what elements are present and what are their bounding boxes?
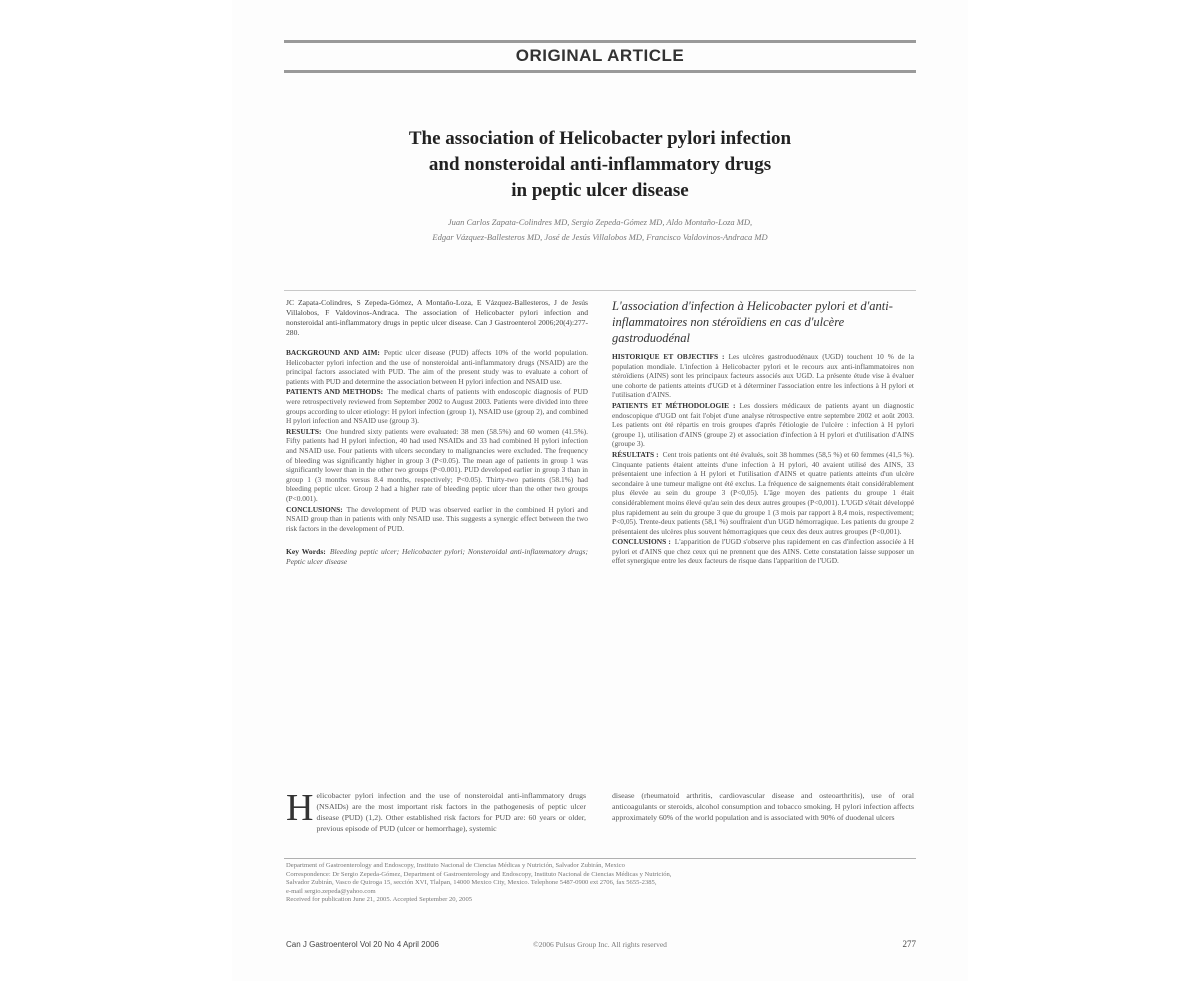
article-title <box>284 126 916 204</box>
abstract-section-text: Les dossiers médicaux de patients ayant un diagnostic endoscopique d'UGD ont fait l'objet d'une analyse rétrospective entre septembre 2002 et août 2003. Les patients ont été répartis en trois groupes d'après l'étiologie de l'ulcère : infection à H pylori (groupe 1), utilisation d'AINS (groupe 2) et association d'infection à H pylori et d'utilisation d'AINS (groupe 3). <box>612 400 915 449</box>
abstract-french <box>612 298 914 567</box>
footnote-line: Department of Gastroenterology and Endoscopy, Instituto Nacional de Ciencias Médicas y Nutrición, Salvador Zubirán, Mexico <box>286 862 625 869</box>
article-page <box>232 0 968 981</box>
page-number: 277 <box>902 939 916 949</box>
copyright: ©2006 Pulsus Group Inc. All rights reserved <box>533 940 667 949</box>
footnote-line: e-mail sergio.zepeda@yahoo.com <box>286 887 376 895</box>
abstract-section-head: CONCLUSIONS : <box>612 537 671 547</box>
keywords-text: Bleeding peptic ulcer; Helicobacter pylori; Nonsteroidal anti-inflammatory drugs; Peptic ulcer disease <box>286 547 588 567</box>
footnote <box>286 862 914 905</box>
footnote-line: Received for publication June 21, 2005. Accepted September 20, 2005 <box>286 896 473 904</box>
author-line: Edgar Vázquez-Ballesteros MD, José de Jesús Villalobos MD, Francisco Valdovinos-Andraca MD <box>432 232 768 242</box>
abstract-section-text: Peptic ulcer disease (PUD) affects 10% of the world population. Helicobacter pylori infection and the use of nonsteroidal anti-inflammatory drugs (NSAID) are the principal factors associated with PUD. The aim of the present study was to evaluate a cohort of patients with PUD and determine the association between H pylori infection and NSAID use. <box>286 348 588 386</box>
title-line: and nonsteroidal anti-inflammatory drugs <box>428 154 772 175</box>
footnote-line: Salvador Zubirán, Vasco de Quiroga 15, sección XVI, Tlalpan, 14000 Mexico City, Mexico. Telephone 5487-0900 ext 2706, fax 5655-2385, <box>286 879 657 887</box>
abstract-rule <box>284 290 916 291</box>
section-rule <box>284 70 916 73</box>
abstract-section <box>612 352 914 400</box>
abstract-section-head: BACKGROUND AND AIM: <box>286 348 380 357</box>
section-label: ORIGINAL ARTICLE <box>515 46 685 65</box>
abstract-section <box>286 427 588 504</box>
drop-cap: H <box>286 787 314 829</box>
title-line: in peptic ulcer disease <box>511 180 689 201</box>
abstract-section <box>612 401 914 449</box>
abstract-section <box>286 387 588 425</box>
abstract-english <box>286 298 588 575</box>
abstract-section-text: The development of PUD was observed earlier in the combined H pylori and NSAID group than in patients with only NSAID use. This suggests a synergic effect between the two risk factors in the development of PUD. <box>286 504 588 533</box>
abstract-section-head: RÉSULTATS : <box>612 449 659 459</box>
journal-reference: Can J Gastroenterol Vol 20 No 4 April 2006 <box>286 940 439 949</box>
abstract-section-head: CONCLUSIONS: <box>286 504 343 514</box>
keywords-head: Key Words: <box>286 547 326 557</box>
top-rule <box>284 40 916 43</box>
body-column-left <box>286 787 586 834</box>
french-title: L'association d'infection à Helicobacter pylori et d'anti-inflammatoires non stéroïdiens en cas d'ulcère gastroduodénal <box>612 299 893 345</box>
body-column-right <box>612 790 914 823</box>
citation: JC Zapata-Colindres, S Zepeda-Gómez, A Montaño-Loza, E Vázquez-Ballesteros, J de Jesús Villalobos, F Valdovinos-Andraca. The association of Helicobacter pylori infection and nonsteroidal anti-inflammatory drugs in peptic ulcer disease. Can J Gastroenterol 2006;20(4):277-280. <box>286 298 588 337</box>
abstract-section-text: The medical charts of patients with endoscopic diagnosis of PUD were retrospectively reviewed from September 2002 to August 2003. Patients were divided into three groups according to ulcer etiology: H pylori infection (group 1), NSAID use (group 2), and combined H pylori infection and NSAID use (group 3). <box>286 387 589 426</box>
abstract-section-head: HISTORIQUE ET OBJECTIFS : <box>612 352 725 361</box>
author-list <box>312 215 888 245</box>
keywords <box>286 547 588 567</box>
author-line: Juan Carlos Zapata-Colindres MD, Sergio Zepeda-Gómez MD, Aldo Montaño-Loza MD, <box>447 217 753 227</box>
body-text: elicobacter pylori infection and the use of nonsteroidal anti-inflammatory drugs (NSAIDs) are the most important risk factors in the pathogenesis of peptic ulcer disease (PUD) (1,2). Other established risk factors for PUD are: 60 years or older, previous episode of PUD (ulcer or hemorrhage), systemic <box>316 791 586 833</box>
body-text: disease (rheumatoid arthritis, cardiovascular disease and osteoarthritis), use of oral anticoagulants or steroids, alcohol consumption and tobacco smoking. H pylori infection affects approximately 60% of the world population and is associated with 90% of duodenal ulcers <box>612 791 914 822</box>
abstract-section-head: PATIENTS ET MÉTHODOLOGIE : <box>612 400 736 410</box>
footnote-rule <box>284 858 916 859</box>
abstract-section <box>286 505 588 534</box>
title-line: The association of Helicobacter pylori infection <box>408 128 792 149</box>
abstract-section <box>612 537 914 566</box>
abstract-section-text: One hundred sixty patients were evaluated: 38 men (58.5%) and 60 women (41.5%). Fifty patients had H pylori infection, 40 had used NSAIDs and 33 had combined H pylori infection and NSAID use. Four patients with ulcers secondary to malignancies were excluded. The frequency of bleeding was significantly higher in group 3 (P<0.05). The mean age of patients in group 1 was significantly lower than in the other two groups (P<0.001). PUD developed earlier in group 3 than in group 1 (3 months versus 8.4 months, respectively; P<0.05). Thirty-two patients (58.1%) had bleeding peptic ulcer. Group 2 had a higher rate of bleeding peptic ulcer than the other two groups (P<0.001). <box>286 426 588 503</box>
abstract-section-head: PATIENTS AND METHODS: <box>286 387 384 397</box>
abstract-section-text: Les ulcères gastroduodénaux (UGD) touchent 10 % de la population mondiale. L'infection à Helicobacter pylori et le recours aux anti-inflammatoires non stéroïdiens (AINS) sont les principaux facteurs associés aux UGD. La présente étude vise à évaluer une cohorte de patients atteints d'UGD et à déterminer l'association entre les infections à H pylori et l'utilisation d'AINS. <box>612 352 914 400</box>
abstract-section <box>286 348 588 386</box>
abstract-section <box>612 450 914 536</box>
abstract-section-text: Cent trois patients ont été évalués, soit 38 hommes (58,5 %) et 60 femmes (41,5 %). Cinquante patients étaient atteints d'une infection à H pylori, 40 avaient utilisé des AINS, 33 présentaient une infection à H pylori et l'utilisation d'AINS et quatre patients atteints d'un ulcère secondaire à une tumeur maligne ont été exclus. La fréquence de saignements était considérablement plus élevée au sein du groupe 3 (P<0,05). L'âge moyen des patients du groupe 1 était considérablement moins élevé qu'au sein des deux autres groupes (P<0,001). L'UGD s'était développé plus rapidement au sein du groupe 3 que du groupe 1 (3 mois par rapport à 8,4 mois, respectivement; P<0,05). Trente-deux patients (58,1 %) souffraient d'un UGD hémorragique. Les patients du groupe 2 présentaient des ulcères plus souvent hémorragiques que ceux des deux autres groupes (P<0,001). <box>612 449 914 536</box>
abstract-section-text: L'apparition de l'UGD s'observe plus rapidement en cas d'infection associée à H pylori et d'AINS que chez ceux qui ne prennent que des AINS. Cette constatation laisse supposer un effet synergique entre les deux facteurs de risque dans l'apparition de l'UGD. <box>612 537 914 566</box>
footnote-line: Correspondence: Dr Sergio Zepeda-Gómez, Department of Gastroenterology and Endoscopy, Instituto Nacional de Ciencias Médicas y Nutrición, <box>286 870 672 878</box>
abstract-section-head: RESULTS: <box>286 426 322 436</box>
